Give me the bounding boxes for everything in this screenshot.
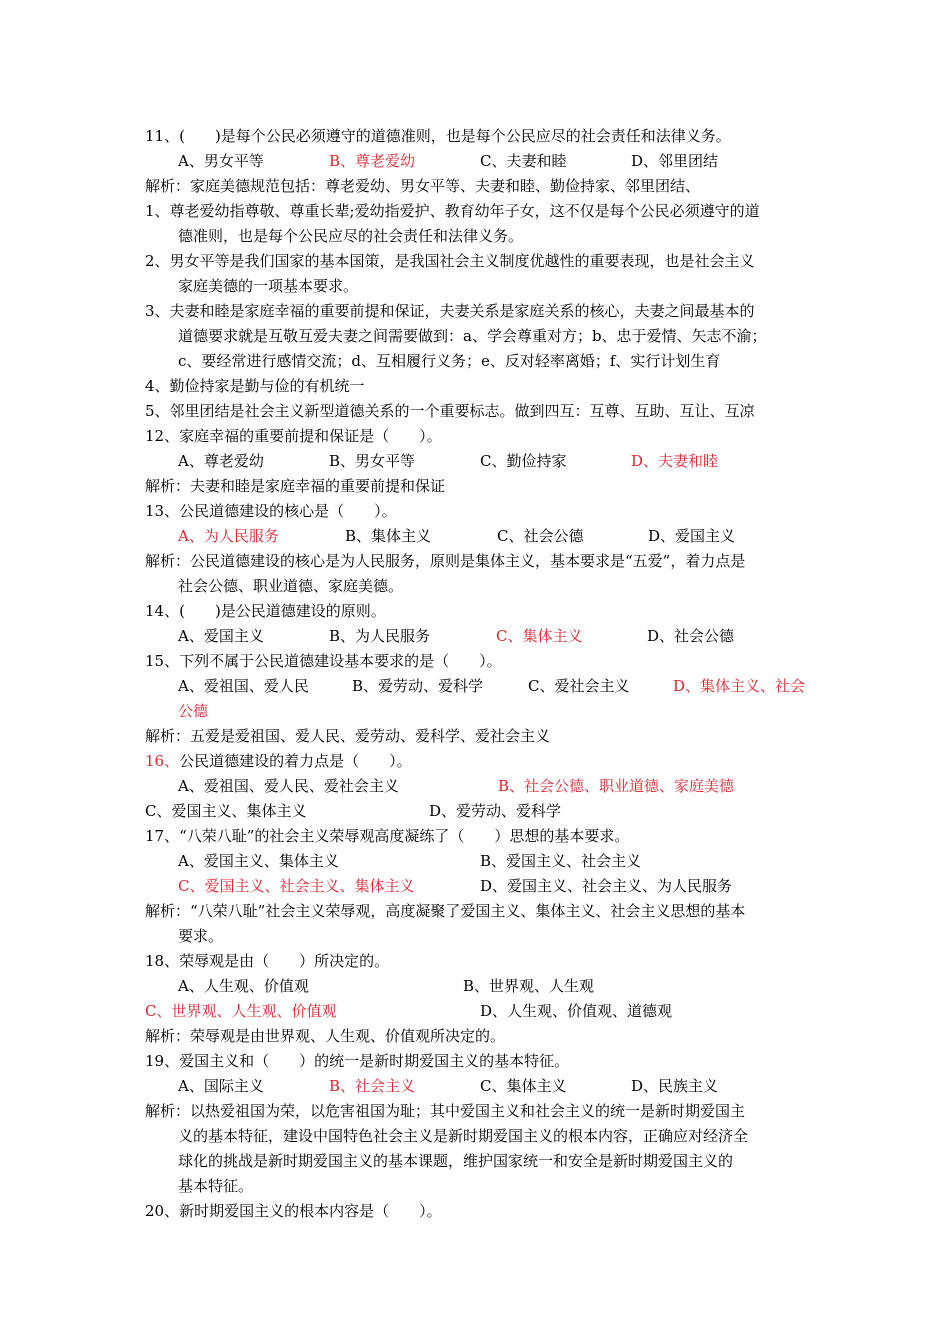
line-text: 社会公德、职业道德、家庭美德。 <box>178 577 404 595</box>
answer-text: C、爱国主义、社会主义、集体主义 <box>178 877 415 895</box>
text-line <box>145 549 815 574</box>
line-text: C、夫妻和睦 <box>480 152 567 170</box>
line-text: 17、“八荣八耻”的社会主义荣辱观高度凝练了（ ）思想的基本要求。 <box>145 827 630 845</box>
line-text: 要求。 <box>178 927 224 945</box>
line-text: C、爱社会主义 <box>528 677 630 695</box>
line-text: C、勤俭持家 <box>480 452 567 470</box>
text-line <box>145 674 815 699</box>
line-text: 15、下列不属于公民道德建设基本要求的是（ ）。 <box>145 652 502 670</box>
line-text: 3、夫妻和睦是家庭幸福的重要前提和保证，夫妻关系是家庭关系的核心，夫妻之间最基本的 <box>145 302 755 320</box>
text-line <box>145 124 815 149</box>
text-line <box>145 999 815 1024</box>
text-line <box>145 1024 815 1049</box>
text-line <box>145 1049 815 1074</box>
text-line <box>145 1099 815 1124</box>
text-line <box>145 849 815 874</box>
text-line <box>145 974 815 999</box>
line-text: 11、( )是每个公民必须遵守的道德准则，也是每个公民应尽的社会责任和法律义务。 <box>145 127 731 145</box>
text-line <box>145 399 815 424</box>
line-text: D、爱劳动、爱科学 <box>429 802 562 820</box>
line-text: 球化的挑战是新时期爱国主义的基本课题，维护国家统一和安全是新时期爱国主义的 <box>178 1152 734 1170</box>
line-text: A、爱国主义、集体主义 <box>178 852 339 870</box>
text-line <box>145 274 815 299</box>
line-text: 道德要求就是互敬互爱夫妻之间需要做到：a、学会尊重对方；b、忠于爱情、矢志不渝； <box>178 327 767 345</box>
text-line <box>145 249 815 274</box>
line-text: A、尊老爱幼 <box>178 452 264 470</box>
text-line <box>145 774 815 799</box>
line-text: 解析：荣辱观是由世界观、人生观、价值观所决定的。 <box>145 1027 506 1045</box>
text-line <box>145 1149 815 1174</box>
line-text: 解析：家庭美德规范包括：尊老爱幼、男女平等、夫妻和睦、勤俭持家、邻里团结、 <box>145 177 701 195</box>
text-line <box>145 599 815 624</box>
line-text: D、爱国主义、社会主义、为人民服务 <box>480 877 733 895</box>
line-text: 基本特征。 <box>178 1177 254 1195</box>
line-text: D、邻里团结 <box>631 152 719 170</box>
text-line <box>145 724 815 749</box>
text-line <box>145 624 815 649</box>
text-line <box>145 949 815 974</box>
text-line <box>145 224 815 249</box>
text-line <box>145 149 815 174</box>
answer-text: 公德 <box>178 702 209 720</box>
text-line <box>145 924 815 949</box>
line-text: c、要经常进行感情交流；d、互相履行义务；e、反对轻率离婚；f、实行计划生育 <box>178 352 721 370</box>
text-line <box>145 349 815 374</box>
line-text: B、集体主义 <box>345 527 432 545</box>
document-body <box>145 124 815 1224</box>
text-line <box>145 824 815 849</box>
text-line <box>145 199 815 224</box>
line-text: A、爱祖国、爱人民 <box>178 677 309 695</box>
text-line <box>145 374 815 399</box>
text-line <box>145 699 815 724</box>
line-text: D、民族主义 <box>631 1077 719 1095</box>
text-line <box>145 524 815 549</box>
text-line <box>145 499 815 524</box>
line-text: 解析：公民道德建设的核心是为人民服务，原则是集体主义，基本要求是“五爱”，着力点是 <box>145 552 746 570</box>
line-text: 解析：五爱是爱祖国、爱人民、爱劳动、爱科学、爱社会主义 <box>145 727 551 745</box>
line-text: C、爱国主义、集体主义 <box>145 802 307 820</box>
line-text: A、人生观、价值观 <box>178 977 309 995</box>
answer-text: B、社会公德、职业道德、家庭美德 <box>498 777 735 795</box>
answer-text: D、集体主义、社会 <box>673 677 806 695</box>
line-text: D、社会公德 <box>647 627 735 645</box>
line-text: A、男女平等 <box>178 152 264 170</box>
line-text: 13、公民道德建设的核心是（ ）。 <box>145 502 397 520</box>
text-line <box>145 574 815 599</box>
text-line <box>145 1199 815 1224</box>
line-text: B、爱国主义、社会主义 <box>480 852 642 870</box>
line-text: B、爱劳动、爱科学 <box>352 677 484 695</box>
line-text: 德准则，也是每个公民应尽的社会责任和法律义务。 <box>178 227 524 245</box>
text-line <box>145 1074 815 1099</box>
text-line <box>145 874 815 899</box>
line-text: B、男女平等 <box>329 452 416 470</box>
line-text: A、国际主义 <box>178 1077 264 1095</box>
text-line <box>145 449 815 474</box>
text-line <box>145 649 815 674</box>
line-text: 1、尊老爱幼指尊敬、尊重长辈;爱幼指爱护、教育幼年子女，这不仅是每个公民必须遵守的道 <box>145 202 760 220</box>
text-line <box>145 1124 815 1149</box>
text-line <box>145 1174 815 1199</box>
line-text: 家庭美德的一项基本要求。 <box>178 277 359 295</box>
line-text: 解析：夫妻和睦是家庭幸福的重要前提和保证 <box>145 477 446 495</box>
text-line <box>145 899 815 924</box>
line-text: D、爱国主义 <box>648 527 736 545</box>
text-line <box>145 474 815 499</box>
line-text: 义的基本特征，建设中国特色社会主义是新时期爱国主义的根本内容，正确应对经济全 <box>178 1127 749 1145</box>
line-text: B、世界观、人生观 <box>463 977 595 995</box>
text-line <box>145 749 815 774</box>
answer-text: C、世界观、人生观、价值观 <box>145 1002 337 1020</box>
line-text: 2、男女平等是我们国家的基本国策，是我国社会主义制度优越性的重要表现，也是社会主义 <box>145 252 755 270</box>
answer-text: B、尊老爱幼 <box>329 152 416 170</box>
answer-text: B、社会主义 <box>329 1077 416 1095</box>
line-text: A、爱祖国、爱人民、爱社会主义 <box>178 777 399 795</box>
line-text: 4、勤俭持家是勤与俭的有机统一 <box>145 377 365 395</box>
answer-text: A、为人民服务 <box>178 527 279 545</box>
line-text: 公民道德建设的着力点是（ ）。 <box>179 752 412 770</box>
text-line <box>145 299 815 324</box>
text-line <box>145 424 815 449</box>
line-text: 12、家庭幸福的重要前提和保证是（ ）。 <box>145 427 442 445</box>
answer-text: 16、 <box>145 752 180 770</box>
line-text: 19、爱国主义和（ ）的统一是新时期爱国主义的基本特征。 <box>145 1052 570 1070</box>
text-line <box>145 799 815 824</box>
line-text: D、人生观、价值观、道德观 <box>480 1002 673 1020</box>
line-text: 解析：“八荣八耻”社会主义荣辱观，高度凝聚了爱国主义、集体主义、社会主义思想的基本 <box>145 902 746 920</box>
line-text: 解析：以热爱祖国为荣，以危害祖国为耻；其中爱国主义和社会主义的统一是新时期爱国主 <box>145 1102 746 1120</box>
line-text: 18、荣辱观是由（ ）所决定的。 <box>145 952 390 970</box>
line-text: 14、( )是公民道德建设的原则。 <box>145 602 386 620</box>
text-line <box>145 324 815 349</box>
line-text: C、集体主义 <box>480 1077 567 1095</box>
line-text: B、为人民服务 <box>329 627 431 645</box>
answer-text: D、夫妻和睦 <box>631 452 719 470</box>
answer-text: C、集体主义 <box>496 627 583 645</box>
line-text: 5、邻里团结是社会主义新型道德关系的一个重要标志。做到四互：互尊、互助、互让、互凉 <box>145 402 755 420</box>
line-text: C、社会公德 <box>497 527 584 545</box>
text-line <box>145 174 815 199</box>
line-text: 20、新时期爱国主义的根本内容是（ ）。 <box>145 1202 442 1220</box>
line-text: A、爱国主义 <box>178 627 264 645</box>
